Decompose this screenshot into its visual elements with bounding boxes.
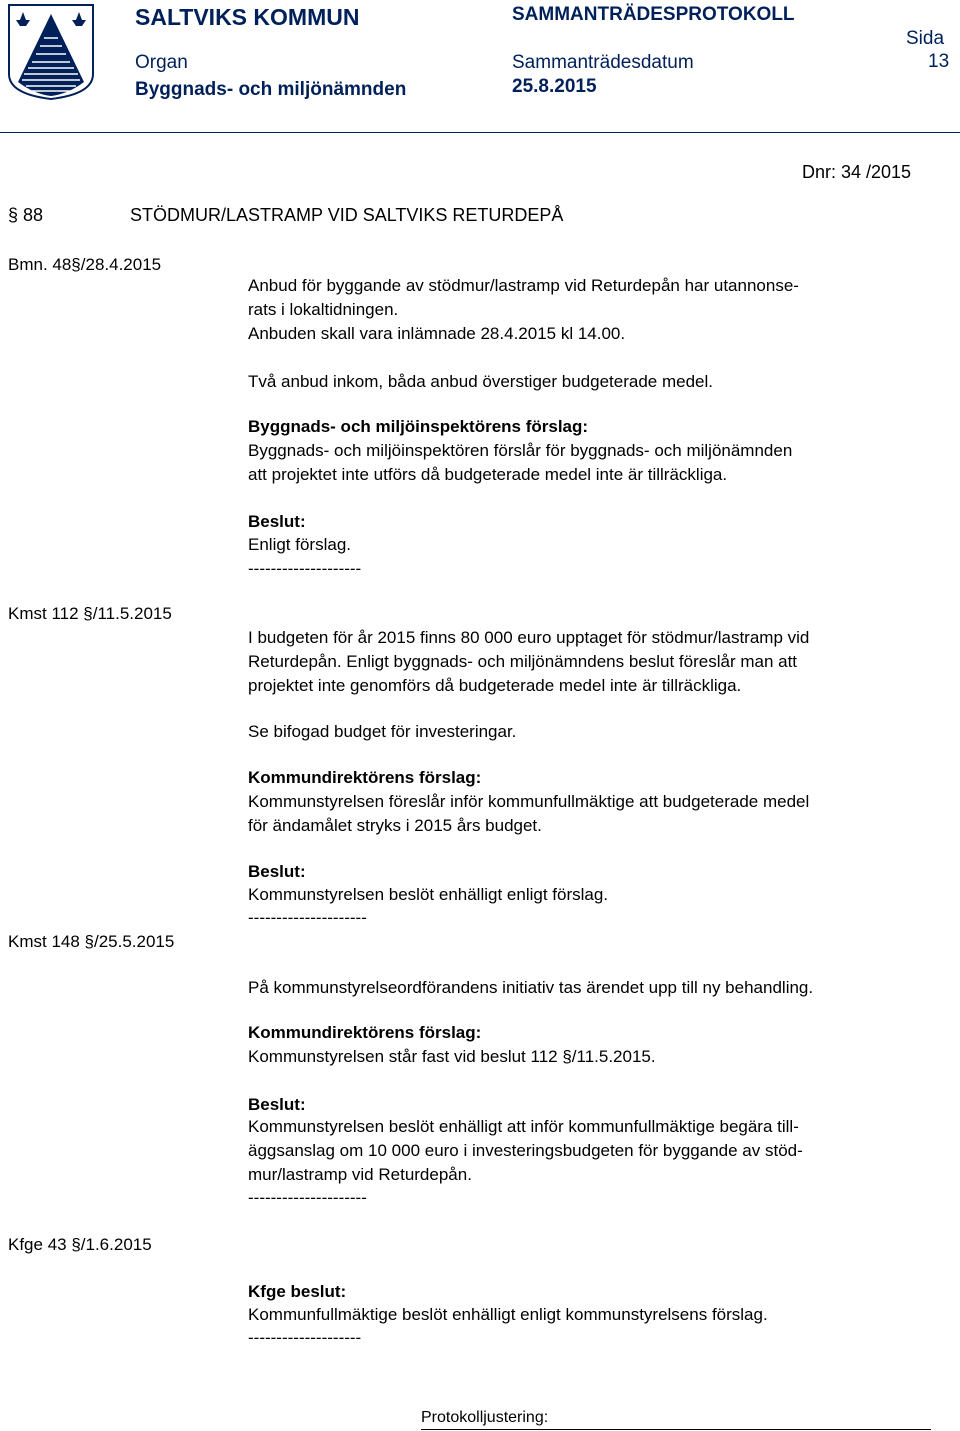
decision-text — [248, 1115, 803, 1187]
proposal-text: Kommunstyrelsen står fast vid beslut 112 §/11.5.2015. — [248, 1047, 656, 1066]
entry-ref-kfge43: Kfge 43 §/1.6.2015 — [8, 1235, 152, 1254]
date-label: Sammanträdesdatum — [512, 52, 694, 73]
separator-dashes: --------------------- — [248, 908, 367, 927]
organ-label: Organ — [135, 52, 188, 73]
decision-text: Enligt förslag. — [248, 535, 351, 554]
text-line: för ändamålet stryks i 2015 års budget. — [248, 816, 542, 835]
proposal-text — [248, 439, 792, 487]
text-line: äggsanslag om 10 000 euro i investeringsbudgeten för byggande av stöd- — [248, 1141, 803, 1160]
decision-heading: Beslut: — [248, 1095, 306, 1114]
decision-text: Kommunstyrelsen beslöt enhälligt enligt förslag. — [248, 885, 609, 904]
proposal-heading: Byggnads- och miljöinspektörens förslag: — [248, 417, 589, 436]
entry-ref-bmn: Bmn. 48§/28.4.2015 — [8, 255, 162, 274]
text-line: projektet inte genomförs då budgeterade medel inte är tillräckliga. — [248, 676, 742, 695]
separator-dashes: -------------------- — [248, 559, 362, 578]
decision-heading: Beslut: — [248, 862, 306, 881]
proposal-text — [248, 790, 809, 838]
separator-dashes: --------------------- — [248, 1188, 367, 1207]
doc-type: SAMMANTRÄDESPROTOKOLL — [512, 4, 795, 25]
attachment-note: Se bifogad budget för investeringar. — [248, 722, 517, 741]
section-number: § 88 — [8, 205, 44, 225]
proposal-heading: Kommundirektörens förslag: — [248, 768, 482, 787]
organ-value: Byggnads- och miljönämnden — [135, 79, 407, 100]
proposal-heading: Kommundirektörens förslag: — [248, 1023, 482, 1042]
page-label: Sida — [906, 28, 945, 49]
org-name: SALTVIKS KOMMUN — [135, 4, 360, 30]
text-line: att projektet inte utförs då budgeterade medel inte är tillräckliga. — [248, 465, 728, 484]
date-value: 25.8.2015 — [512, 76, 597, 97]
section-title: STÖDMUR/LASTRAMP VID SALTVIKS RETURDEPÅ — [130, 205, 564, 225]
text-line: Kommunstyrelsen föreslår inför kommunfullmäktige att budgeterade medel — [248, 792, 810, 811]
decision-text: Kommunfullmäktige beslöt enhälligt enligt kommunstyrelsens förslag. — [248, 1305, 768, 1324]
page-number: 13 — [928, 51, 950, 72]
entry-text: På kommunstyrelseordförandens initiativ tas ärendet upp till ny behandling. — [248, 978, 814, 997]
entry-text — [248, 274, 799, 394]
text-line: rats i lokaltidningen. — [248, 300, 399, 319]
text-line: Två anbud inkom, båda anbud överstiger budgeterade medel. — [248, 372, 713, 391]
text-line: Byggnads- och miljöinspektören förslår för byggnads- och miljönämnden — [248, 441, 793, 460]
municipal-crest — [8, 4, 94, 100]
header-divider — [0, 132, 960, 133]
entry-ref-kmst148: Kmst 148 §/25.5.2015 — [8, 932, 175, 951]
text-line: Kommunstyrelsen beslöt enhälligt att inför kommunfullmäktige begära till- — [248, 1117, 799, 1136]
entry-ref-kmst112: Kmst 112 §/11.5.2015 — [8, 604, 172, 623]
entry-text — [248, 626, 809, 698]
signature-label: Protokolljustering: — [421, 1409, 549, 1426]
text-line: Returdepån. Enligt byggnads- och miljönämndens beslut föreslår man att — [248, 652, 798, 671]
separator-dashes: -------------------- — [248, 1328, 362, 1347]
text-line: I budgeten för år 2015 finns 80 000 euro upptaget för stödmur/lastramp vid — [248, 628, 810, 647]
text-line: mur/lastramp vid Returdepån. — [248, 1165, 472, 1184]
text-line: Anbuden skall vara inlämnade 28.4.2015 kl 14.00. — [248, 324, 626, 343]
text-line: Anbud för byggande av stödmur/lastramp vid Returdepån har utannonse- — [248, 276, 799, 295]
decision-heading: Beslut: — [248, 512, 306, 531]
dnr: Dnr: 34 /2015 — [802, 162, 912, 182]
signature-line — [421, 1429, 931, 1430]
decision-heading: Kfge beslut: — [248, 1282, 347, 1301]
